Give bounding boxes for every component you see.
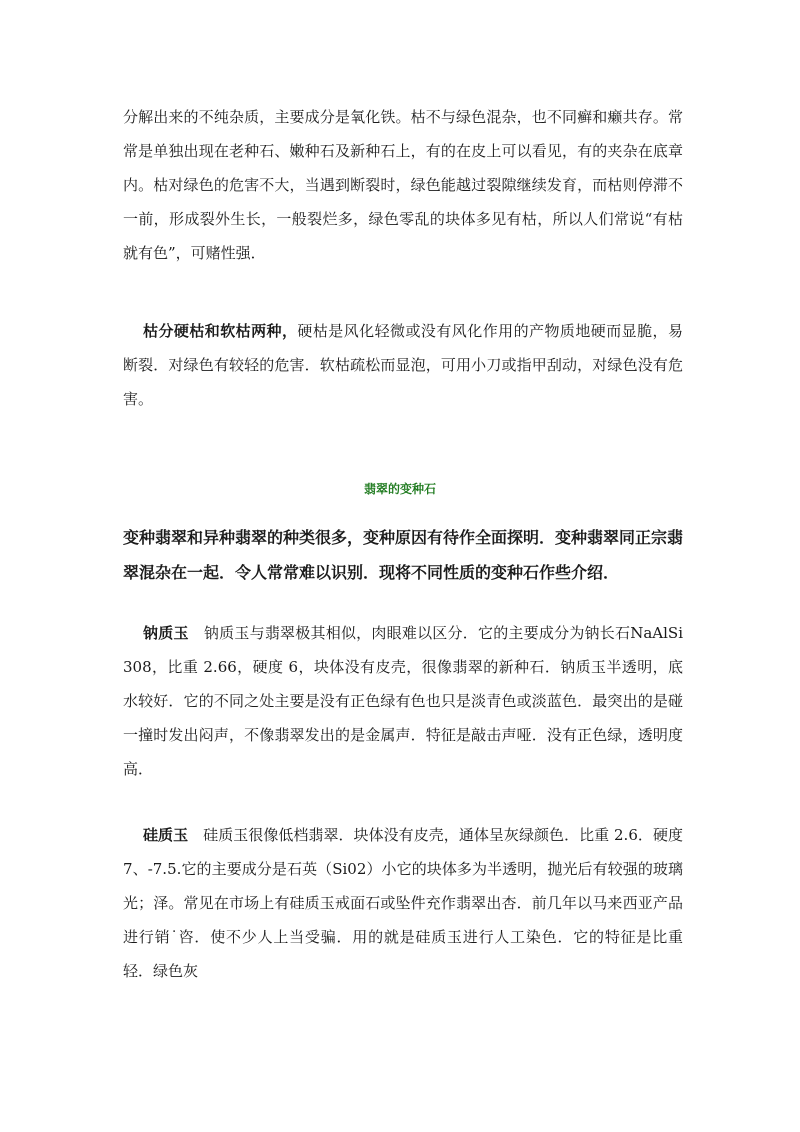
paragraph-lead: 钠质玉 <box>143 624 189 642</box>
section-title: 翡翠的变种石 <box>363 482 436 496</box>
paragraph-kuo-types <box>123 314 683 416</box>
paragraph-sodium-jade <box>123 616 683 786</box>
paragraph-body: 钠质玉与翡翠极其相似，肉眼难以区分．它的主要成分为钠长石NaAlSi308，比重 2.66，硬度 6，块体没有皮壳，很像翡翠的新种石．钠质玉半透明，底水较好．它的不同之处主要是没有正色绿有色也只是淡青色或淡蓝色．最突出的是碰一撞时发出闷声，不像翡翠发出的是金属声．特征是敲击声哑．没有正色绿，透明度高． <box>123 624 683 778</box>
paragraph-body: 硅质玉很像低档翡翠．块体没有皮壳，通体呈灰绿颜色．比重 2.6．硬度 7、-7.5.它的主要成分是石英（Si02）小它的块体多为半透明，抛光后有较强的玻璃光；泽。常见在市场上有硅质玉戒面石或坠件充作翡翠出杏．前几年以马来西亚产品进行销˙咨．使不少人上当受骗．用的就是硅质玉进行人工染色．它的特征是比重轻．绿色灰 <box>123 826 683 980</box>
paragraph-variant-intro: 变种翡翠和异种翡翠的种类很多，变种原因有待作全面探明．变种翡翠同正宗翡翠混杂在一起．令人常常难以识别．现将不同性质的变种石作些介绍． <box>123 528 684 582</box>
paragraph-body: 硬枯是风化轻微或没有风化作用的产物质地硬而显脆，易断裂．对绿色有较轻的危害．软枯疏松而显泡，可用小刀或指甲刮动，对绿色没有危害。 <box>123 322 683 408</box>
paragraph-lead: 枯分硬枯和软枯两种， <box>143 322 298 340</box>
paragraph-lead: 硅质玉 <box>143 826 189 844</box>
paragraph-silica-jade <box>123 818 683 988</box>
paragraph-kuo-description: 分解出来的不纯杂质，主要成分是氧化铁。枯不与绿色混杂，也不同癣和癞共存。常常是单独出现在老种石、嫩种石及新种石上，有的在皮上可以看见，有的夹杂在底章内。枯对绿色的危害不大，当遇到断裂时，绿色能越过裂隙继续发育，而枯则停滞不一前，形成裂外生长，一般裂烂多，绿色零乱的块体多见有枯，所以人们常说“有枯就有色”，可赌性强． <box>123 108 683 262</box>
